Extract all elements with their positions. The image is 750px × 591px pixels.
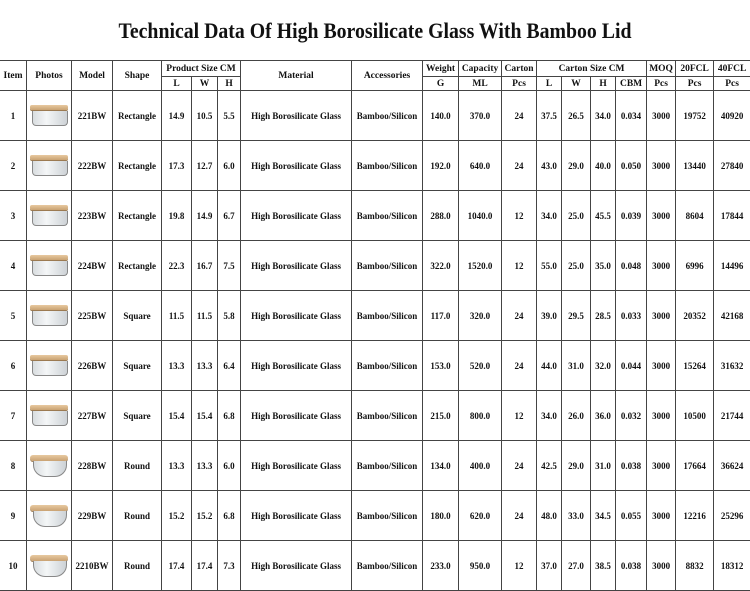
cell-moq: 3000	[647, 391, 676, 441]
cell-moq: 3000	[647, 91, 676, 141]
cell-capacity: 370.0	[459, 91, 502, 141]
table-row	[0, 291, 750, 341]
round-glass-container-icon	[30, 455, 68, 477]
cell-shape: Square	[113, 291, 162, 341]
cell-width: 11.5	[192, 291, 218, 341]
cell-item: 4	[0, 241, 27, 291]
cell-height: 7.3	[218, 541, 241, 591]
cell-photo	[27, 391, 72, 441]
cell-model: 223BW	[72, 191, 113, 241]
cell-40fcl: 21744	[714, 391, 750, 441]
cell-carton-l: 37.0	[537, 541, 562, 591]
cell-40fcl: 17844	[714, 191, 750, 241]
cell-width: 15.2	[192, 491, 218, 541]
rect-glass-container-icon	[30, 255, 68, 277]
table-row	[0, 441, 750, 491]
cell-width: 17.4	[192, 541, 218, 591]
cell-moq: 3000	[647, 241, 676, 291]
cell-width: 15.4	[192, 391, 218, 441]
cell-shape: Square	[113, 341, 162, 391]
cell-carton-h: 34.0	[591, 91, 616, 141]
header-item: Item	[0, 61, 27, 91]
header-weight: Weight	[423, 61, 459, 77]
square-glass-container-icon	[30, 405, 68, 427]
cell-carton-h: 34.5	[591, 491, 616, 541]
cell-height: 5.5	[218, 91, 241, 141]
table-row	[0, 91, 750, 141]
cell-material: High Borosilicate Glass	[241, 441, 352, 491]
cell-carton-h: 36.0	[591, 391, 616, 441]
cell-width: 13.3	[192, 441, 218, 491]
cell-carton-pcs: 12	[502, 391, 537, 441]
cell-height: 5.8	[218, 291, 241, 341]
cell-accessories: Bamboo/Silicon	[352, 341, 423, 391]
cell-height: 7.5	[218, 241, 241, 291]
cell-shape: Rectangle	[113, 241, 162, 291]
cell-accessories: Bamboo/Silicon	[352, 191, 423, 241]
cell-carton-pcs: 24	[502, 291, 537, 341]
header-carton-h: H	[591, 77, 616, 91]
cell-item: 9	[0, 491, 27, 541]
table-row	[0, 491, 750, 541]
cell-capacity: 1040.0	[459, 191, 502, 241]
header-40fcl: 40FCL	[714, 61, 750, 77]
cell-length: 17.4	[162, 541, 192, 591]
cell-accessories: Bamboo/Silicon	[352, 91, 423, 141]
cell-carton-l: 48.0	[537, 491, 562, 541]
header-capacity: Capacity	[459, 61, 502, 77]
cell-carton-l: 37.5	[537, 91, 562, 141]
cell-carton-pcs: 24	[502, 341, 537, 391]
cell-height: 6.7	[218, 191, 241, 241]
cell-cbm: 0.038	[616, 441, 647, 491]
cell-20fcl: 6996	[676, 241, 714, 291]
cell-accessories: Bamboo/Silicon	[352, 491, 423, 541]
cell-40fcl: 25296	[714, 491, 750, 541]
cell-material: High Borosilicate Glass	[241, 141, 352, 191]
cell-carton-pcs: 12	[502, 541, 537, 591]
cell-20fcl: 19752	[676, 91, 714, 141]
table-row	[0, 391, 750, 441]
cell-weight: 322.0	[423, 241, 459, 291]
cell-item: 6	[0, 341, 27, 391]
cell-shape: Round	[113, 441, 162, 491]
cell-carton-pcs: 24	[502, 91, 537, 141]
cell-moq: 3000	[647, 141, 676, 191]
cell-weight: 153.0	[423, 341, 459, 391]
cell-20fcl: 17664	[676, 441, 714, 491]
cell-length: 15.4	[162, 391, 192, 441]
cell-item: 3	[0, 191, 27, 241]
cell-length: 11.5	[162, 291, 192, 341]
cell-40fcl: 27840	[714, 141, 750, 191]
cell-carton-l: 44.0	[537, 341, 562, 391]
cell-length: 19.8	[162, 191, 192, 241]
cell-width: 12.7	[192, 141, 218, 191]
cell-carton-h: 32.0	[591, 341, 616, 391]
rect-glass-container-icon	[30, 205, 68, 227]
cell-width: 13.3	[192, 341, 218, 391]
cell-carton-pcs: 24	[502, 141, 537, 191]
cell-carton-h: 31.0	[591, 441, 616, 491]
cell-carton-w: 29.0	[562, 441, 591, 491]
cell-model: 222BW	[72, 141, 113, 191]
cell-accessories: Bamboo/Silicon	[352, 141, 423, 191]
cell-weight: 134.0	[423, 441, 459, 491]
cell-accessories: Bamboo/Silicon	[352, 291, 423, 341]
cell-carton-w: 26.0	[562, 391, 591, 441]
cell-cbm: 0.032	[616, 391, 647, 441]
cell-moq: 3000	[647, 341, 676, 391]
cell-model: 221BW	[72, 91, 113, 141]
cell-carton-l: 55.0	[537, 241, 562, 291]
cell-carton-w: 29.5	[562, 291, 591, 341]
table-row	[0, 141, 750, 191]
cell-cbm: 0.039	[616, 191, 647, 241]
cell-shape: Rectangle	[113, 141, 162, 191]
cell-photo	[27, 241, 72, 291]
cell-carton-h: 45.5	[591, 191, 616, 241]
cell-carton-h: 38.5	[591, 541, 616, 591]
cell-item: 7	[0, 391, 27, 441]
cell-photo	[27, 191, 72, 241]
cell-carton-w: 25.0	[562, 191, 591, 241]
cell-length: 17.3	[162, 141, 192, 191]
header-carton: Carton	[502, 61, 537, 77]
cell-cbm: 0.033	[616, 291, 647, 341]
header-product-size: Product Size CM	[162, 61, 241, 77]
cell-weight: 117.0	[423, 291, 459, 341]
cell-weight: 288.0	[423, 191, 459, 241]
cell-carton-w: 27.0	[562, 541, 591, 591]
cell-moq: 3000	[647, 441, 676, 491]
cell-weight: 140.0	[423, 91, 459, 141]
cell-photo	[27, 141, 72, 191]
cell-moq: 3000	[647, 541, 676, 591]
square-glass-container-icon	[30, 305, 68, 327]
cell-model: 224BW	[72, 241, 113, 291]
header-product-w: W	[192, 77, 218, 91]
cell-carton-w: 31.0	[562, 341, 591, 391]
cell-height: 6.8	[218, 491, 241, 541]
technical-data-table	[0, 60, 750, 591]
header-carton-size: Carton Size CM	[537, 61, 647, 77]
cell-material: High Borosilicate Glass	[241, 191, 352, 241]
cell-material: High Borosilicate Glass	[241, 341, 352, 391]
cell-carton-h: 35.0	[591, 241, 616, 291]
cell-length: 22.3	[162, 241, 192, 291]
cell-carton-pcs: 12	[502, 241, 537, 291]
cell-carton-l: 39.0	[537, 291, 562, 341]
cell-length: 15.2	[162, 491, 192, 541]
cell-photo	[27, 91, 72, 141]
cell-accessories: Bamboo/Silicon	[352, 541, 423, 591]
cell-model: 227BW	[72, 391, 113, 441]
table-row	[0, 541, 750, 591]
cell-moq: 3000	[647, 291, 676, 341]
cell-carton-w: 33.0	[562, 491, 591, 541]
cell-capacity: 800.0	[459, 391, 502, 441]
cell-model: 228BW	[72, 441, 113, 491]
header-material: Material	[241, 61, 352, 91]
cell-shape: Rectangle	[113, 191, 162, 241]
cell-capacity: 520.0	[459, 341, 502, 391]
cell-moq: 3000	[647, 491, 676, 541]
page-title: Technical Data Of High Borosilicate Glass With Bamboo Lid	[118, 18, 632, 43]
cell-capacity: 320.0	[459, 291, 502, 341]
rect-glass-container-icon	[30, 155, 68, 177]
cell-20fcl: 12216	[676, 491, 714, 541]
cell-cbm: 0.048	[616, 241, 647, 291]
cell-shape: Square	[113, 391, 162, 441]
cell-cbm: 0.050	[616, 141, 647, 191]
cell-40fcl: 31632	[714, 341, 750, 391]
cell-material: High Borosilicate Glass	[241, 491, 352, 541]
cell-material: High Borosilicate Glass	[241, 291, 352, 341]
cell-capacity: 620.0	[459, 491, 502, 541]
cell-carton-h: 40.0	[591, 141, 616, 191]
header-shape: Shape	[113, 61, 162, 91]
cell-accessories: Bamboo/Silicon	[352, 441, 423, 491]
header-photos: Photos	[27, 61, 72, 91]
cell-width: 14.9	[192, 191, 218, 241]
cell-photo	[27, 291, 72, 341]
header-moq-unit: Pcs	[647, 77, 676, 91]
cell-accessories: Bamboo/Silicon	[352, 241, 423, 291]
cell-capacity: 950.0	[459, 541, 502, 591]
cell-40fcl: 42168	[714, 291, 750, 341]
cell-photo	[27, 441, 72, 491]
cell-40fcl: 40920	[714, 91, 750, 141]
cell-capacity: 640.0	[459, 141, 502, 191]
cell-height: 6.0	[218, 441, 241, 491]
cell-accessories: Bamboo/Silicon	[352, 391, 423, 441]
cell-cbm: 0.038	[616, 541, 647, 591]
cell-moq: 3000	[647, 191, 676, 241]
cell-model: 225BW	[72, 291, 113, 341]
cell-carton-pcs: 24	[502, 441, 537, 491]
cell-carton-l: 42.5	[537, 441, 562, 491]
cell-model: 226BW	[72, 341, 113, 391]
cell-20fcl: 8832	[676, 541, 714, 591]
cell-photo	[27, 541, 72, 591]
cell-item: 5	[0, 291, 27, 341]
header-20fcl: 20FCL	[676, 61, 714, 77]
table-row	[0, 241, 750, 291]
header-product-h: H	[218, 77, 241, 91]
cell-item: 10	[0, 541, 27, 591]
cell-length: 14.9	[162, 91, 192, 141]
header-model: Model	[72, 61, 113, 91]
cell-carton-w: 29.0	[562, 141, 591, 191]
cell-20fcl: 10500	[676, 391, 714, 441]
cell-40fcl: 14496	[714, 241, 750, 291]
cell-item: 1	[0, 91, 27, 141]
cell-cbm: 0.055	[616, 491, 647, 541]
cell-model: 229BW	[72, 491, 113, 541]
cell-cbm: 0.044	[616, 341, 647, 391]
cell-carton-pcs: 24	[502, 491, 537, 541]
cell-photo	[27, 341, 72, 391]
cell-40fcl: 18312	[714, 541, 750, 591]
round-glass-container-icon	[30, 505, 68, 527]
cell-carton-l: 34.0	[537, 391, 562, 441]
cell-capacity: 1520.0	[459, 241, 502, 291]
cell-40fcl: 36624	[714, 441, 750, 491]
cell-material: High Borosilicate Glass	[241, 541, 352, 591]
cell-carton-l: 34.0	[537, 191, 562, 241]
cell-shape: Rectangle	[113, 91, 162, 141]
round-glass-container-icon	[30, 555, 68, 577]
cell-photo	[27, 491, 72, 541]
header-capacity-unit: ML	[459, 77, 502, 91]
header-carton-w: W	[562, 77, 591, 91]
cell-20fcl: 8604	[676, 191, 714, 241]
cell-material: High Borosilicate Glass	[241, 241, 352, 291]
header-product-l: L	[162, 77, 192, 91]
cell-height: 6.4	[218, 341, 241, 391]
header-moq: MOQ	[647, 61, 676, 77]
header-carton-l: L	[537, 77, 562, 91]
header-20fcl-unit: Pcs	[676, 77, 714, 91]
cell-height: 6.8	[218, 391, 241, 441]
cell-weight: 215.0	[423, 391, 459, 441]
header-accessories: Accessories	[352, 61, 423, 91]
cell-material: High Borosilicate Glass	[241, 391, 352, 441]
cell-cbm: 0.034	[616, 91, 647, 141]
cell-capacity: 400.0	[459, 441, 502, 491]
table-row	[0, 191, 750, 241]
cell-item: 8	[0, 441, 27, 491]
cell-carton-h: 28.5	[591, 291, 616, 341]
cell-carton-pcs: 12	[502, 191, 537, 241]
cell-material: High Borosilicate Glass	[241, 91, 352, 141]
cell-20fcl: 13440	[676, 141, 714, 191]
cell-weight: 233.0	[423, 541, 459, 591]
square-glass-container-icon	[30, 355, 68, 377]
cell-width: 10.5	[192, 91, 218, 141]
header-carton-unit: Pcs	[502, 77, 537, 91]
cell-20fcl: 15264	[676, 341, 714, 391]
header-cbm: CBM	[616, 77, 647, 91]
rect-glass-container-icon	[30, 105, 68, 127]
header-weight-unit: G	[423, 77, 459, 91]
cell-carton-w: 26.5	[562, 91, 591, 141]
cell-length: 13.3	[162, 341, 192, 391]
cell-model: 2210BW	[72, 541, 113, 591]
cell-weight: 180.0	[423, 491, 459, 541]
cell-shape: Round	[113, 541, 162, 591]
cell-weight: 192.0	[423, 141, 459, 191]
cell-carton-w: 25.0	[562, 241, 591, 291]
cell-width: 16.7	[192, 241, 218, 291]
cell-20fcl: 20352	[676, 291, 714, 341]
cell-shape: Round	[113, 491, 162, 541]
cell-carton-l: 43.0	[537, 141, 562, 191]
cell-item: 2	[0, 141, 27, 191]
table-row	[0, 341, 750, 391]
cell-height: 6.0	[218, 141, 241, 191]
header-40fcl-unit: Pcs	[714, 77, 750, 91]
cell-length: 13.3	[162, 441, 192, 491]
